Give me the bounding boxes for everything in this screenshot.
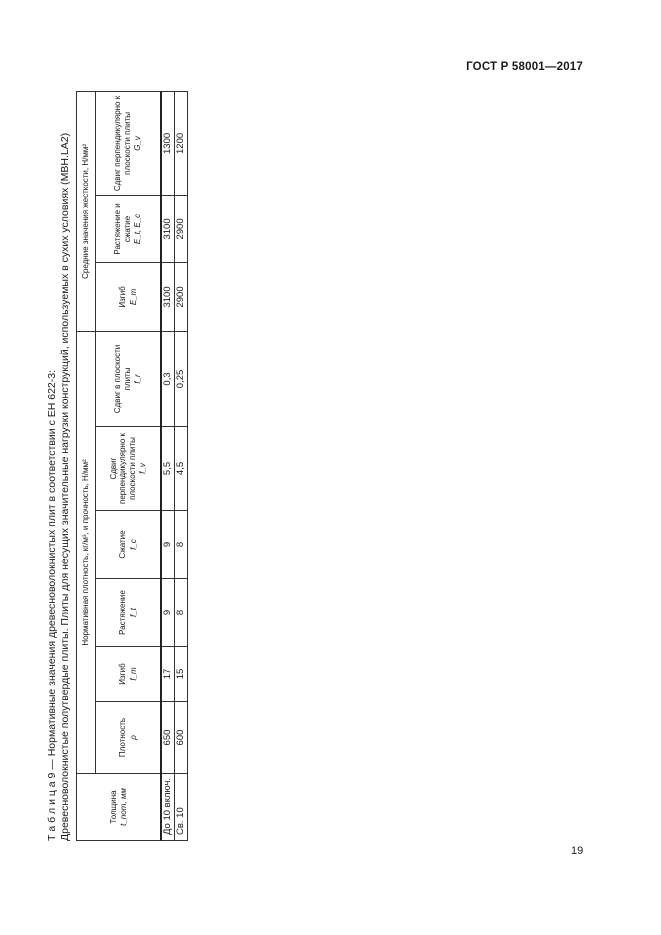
shear-perp-header: Сдвиг перпендикулярно к плоскости плиты f_v — [96, 427, 162, 511]
table-caption: Т а б л и ц а 9 — Нормативные значения древесноволокнистых плит в соответствии с ЕН 622-3: — [46, 369, 58, 841]
table-subcaption: Древесноволокнистые полутвердые плиты. Плиты для несущих значительные нагрузки конструкций, используемых в сухих условиях (MBH.LA2) — [59, 132, 71, 841]
rotated-table-block — [46, 92, 186, 841]
table-row: Св. 10 600 15 8 8 4,5 0,25 2900 2900 1200 — [175, 91, 188, 840]
thickness-label: Толщина — [108, 790, 118, 824]
stiffness-group-header: Средние значения жесткости, Н/мм² — [77, 91, 96, 331]
e-bending-header: Изгиб E_m — [96, 262, 162, 331]
density-header: Плотность ρ — [96, 702, 162, 774]
document-standard-number: ГОСТ Р 58001—2017 — [466, 61, 583, 73]
shear-plane-header: Сдвиг в плоскости плиты f_r — [96, 331, 162, 426]
e-tension-header: Растяжение и сжатие E_t, E_c — [96, 195, 162, 262]
thickness-header — [77, 774, 162, 841]
thickness-symbol: t_nom, мм — [119, 788, 128, 826]
compression-header: Сжатие f_c — [96, 511, 162, 579]
table-row: До 10 включ. 650 17 9 9 5,5 0,3 3100 3100 1300 — [161, 91, 175, 840]
tension-header: Растяжение f_t — [96, 579, 162, 647]
g-shear-header: Сдвиг перпендикулярно к плоскости плиты G_v — [96, 91, 162, 195]
bending-header: Изгиб f_m — [96, 647, 162, 702]
values-table — [76, 91, 188, 841]
strength-group-header: Нормативная плотность, кг/м³, и прочность, Н/мм² — [77, 331, 96, 773]
page-number: 19 — [571, 845, 584, 857]
